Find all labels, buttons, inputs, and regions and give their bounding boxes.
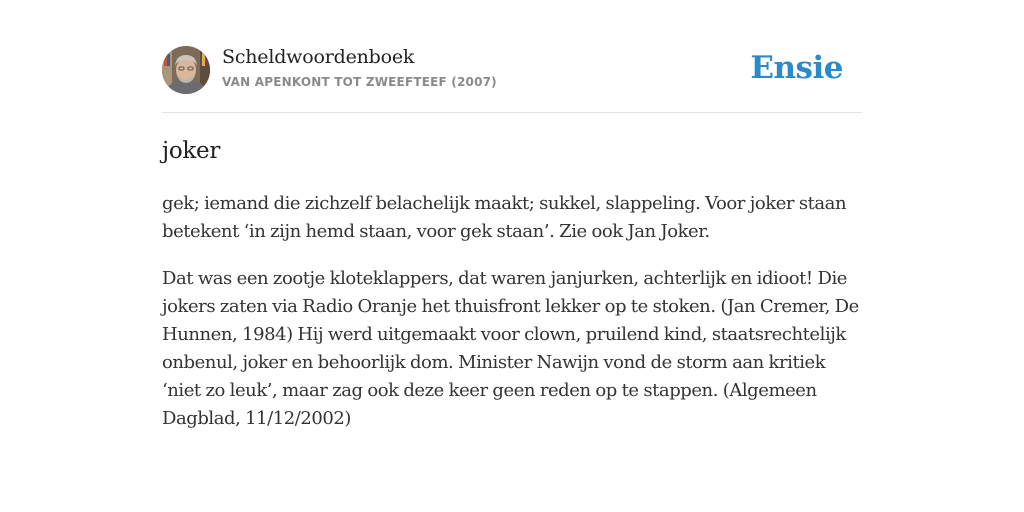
source-subtitle: VAN APENKONT TOT ZWEEFTEEF (2007) <box>222 75 497 89</box>
entry-card <box>162 46 862 429</box>
entry-examples: Dat was een zootje kloteklappers, dat waren janjurken, achterlijk en idioot! Die jokers zaten via Radio Oranje het thuisfront lekker op te stoken. (Jan Cremer, De Hunnen, 1984) Hij werd uitgemaakt voor clown, pruilend kind, staatsrechtelijk onbenul, joker en behoorlijk dom. Minister Nawijn vond de storm aan kritiek ‘niet zo leuk’, maar zag ook deze keer geen reden op te stappen. (Algemeen Dagblad, 11/12/2002) <box>162 268 859 429</box>
entry-header <box>162 46 862 96</box>
source-title[interactable]: Scheldwoordenboek <box>222 46 415 68</box>
author-avatar <box>162 46 210 94</box>
brand-logo[interactable]: Ensie <box>750 50 843 86</box>
author-portrait-icon <box>162 46 210 94</box>
header-divider <box>162 112 862 113</box>
entry-term: joker <box>162 138 221 164</box>
entry-definition: gek; iemand die zichzelf belachelijk maakt; sukkel, slappeling. Voor joker staan betekent ‘in zijn hemd staan, voor gek staan’. Zie ook Jan Joker. <box>162 193 847 242</box>
